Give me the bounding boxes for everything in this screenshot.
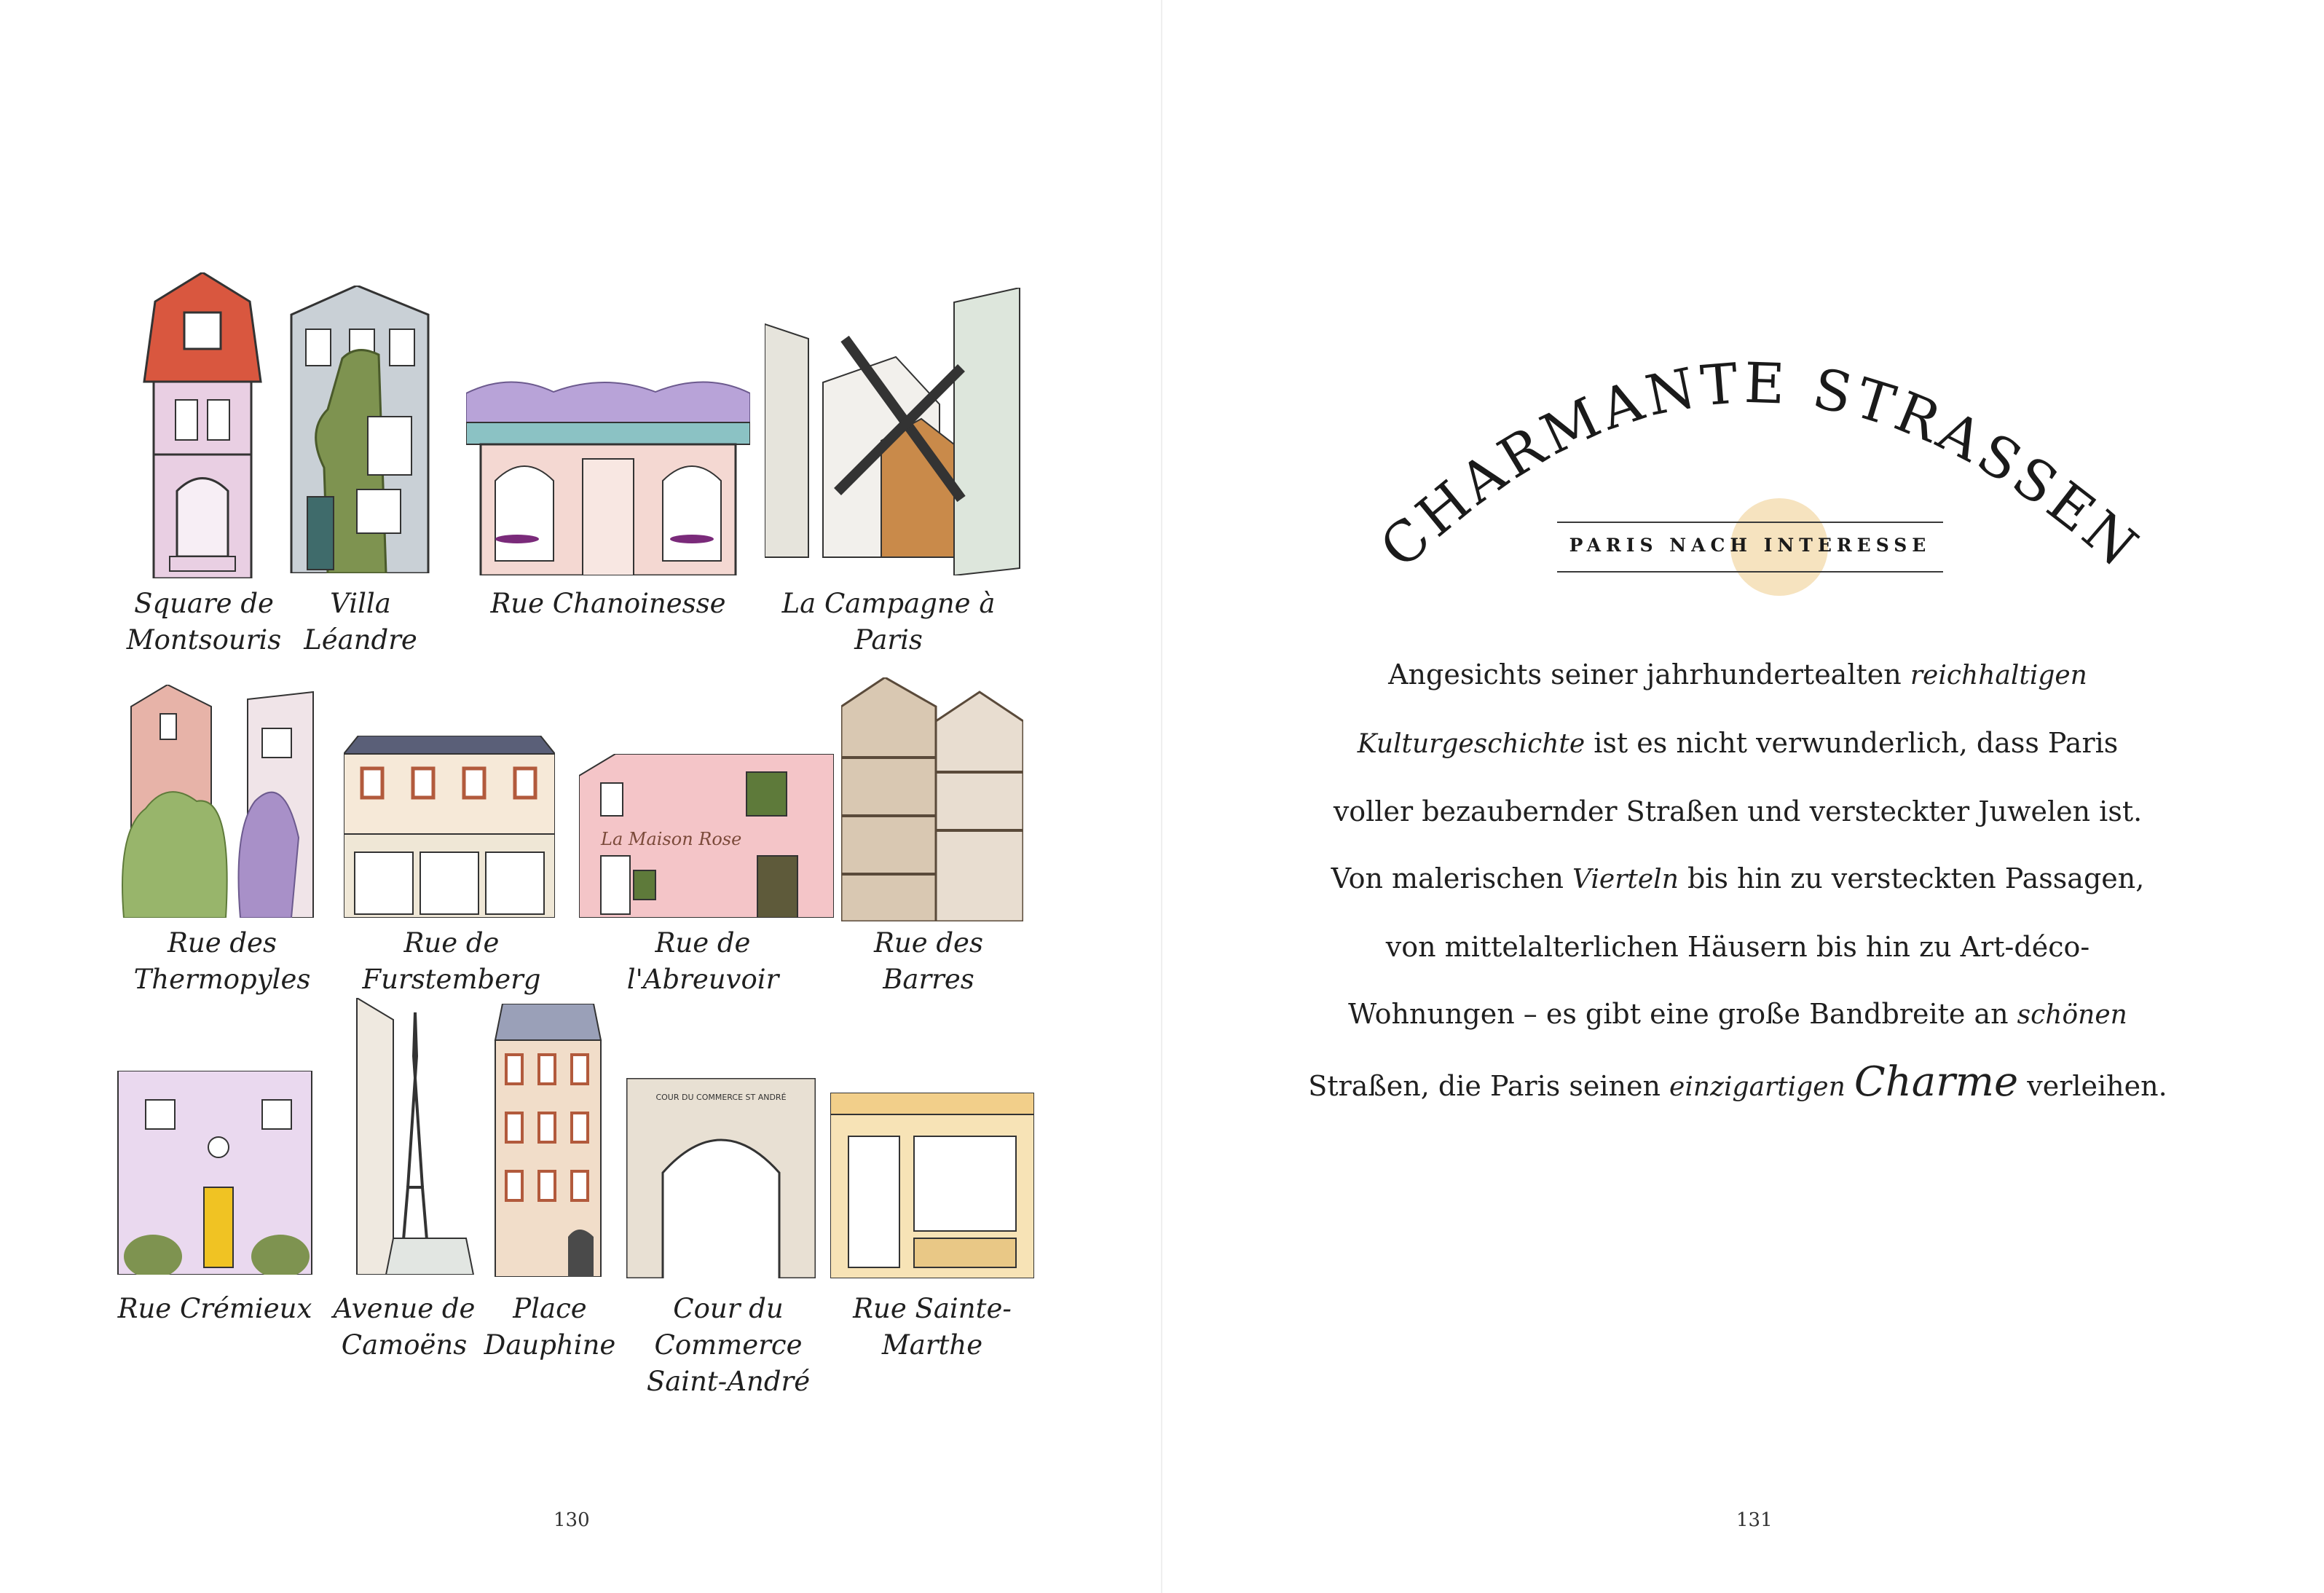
avenue-de-camoens-illustration <box>350 998 481 1275</box>
street-caption: Rue Crémieux <box>117 1293 312 1324</box>
street-caption: Villa Léandre <box>304 588 417 656</box>
arch-sign: COUR DU COMMERCE ST ANDRÉ <box>655 1093 787 1102</box>
subtitle-rule-bottom <box>1557 571 1943 573</box>
rue-sainte-marthe-illustration <box>830 1093 1034 1278</box>
rue-de-labreuvoir-illustration <box>579 754 834 918</box>
right-page <box>1162 0 2324 1593</box>
title-arc <box>1162 0 2324 728</box>
street-caption: Rue de l'Abreuvoir <box>626 927 779 995</box>
intro-paragraph: Angesichts seiner jahrhundertealten reichhaltigen Kulturgeschichte ist es nicht verwunderlich, dass Paris voller bezaubernder Straßen und versteckter Juwelen ist. Von malerischen Vierteln bis hin zu versteckten Passagen, von mittelalterlichen Häusern bis hin zu Art-déco- Wohnungen – es gibt eine große Bandbreite an schönen Straßen, die Paris seinen einzigartigen Charme verleihen. <box>1308 658 2167 1106</box>
rue-de-furstemberg-illustration <box>344 736 555 918</box>
page-number-right: 131 <box>1736 1509 1773 1531</box>
cour-du-commerce-arch-illustration <box>626 1078 816 1278</box>
la-campagne-windmill-illustration <box>765 288 1023 575</box>
place-dauphine-illustration <box>492 1004 604 1277</box>
page-number-left: 130 <box>554 1509 590 1531</box>
street-caption: Place Dauphine <box>484 1293 616 1361</box>
street-caption: Cour du Commerce Saint-André <box>646 1293 811 1397</box>
page-title: CHARMANTE STRASSEN <box>1367 350 2153 582</box>
rue-cremieux-illustration <box>109 1071 320 1275</box>
street-caption: Rue Sainte- Marthe <box>853 1293 1012 1361</box>
villa-leandre-illustration <box>284 286 436 573</box>
street-caption: Rue de Furstemberg <box>362 927 541 995</box>
street-caption: Rue des Barres <box>874 927 983 995</box>
street-caption: Square de Montsouris <box>126 588 282 656</box>
rue-des-barres-illustration <box>841 677 1023 921</box>
subtitle-rule-top <box>1557 522 1943 523</box>
rue-chanoinesse-cafe-illustration <box>466 379 750 575</box>
subtitle-block <box>1557 522 1943 573</box>
subtitle: PARIS NACH INTERESSE <box>1569 535 1931 556</box>
square-de-montsouris-illustration <box>133 272 272 578</box>
maison-rose-sign: La Maison Rose <box>601 829 742 849</box>
street-caption: Rue des Thermopyles <box>133 927 311 995</box>
street-caption: Avenue de Camoëns <box>333 1293 476 1361</box>
street-caption: Rue Chanoinesse <box>490 588 726 619</box>
street-caption: La Campagne à Paris <box>781 588 996 656</box>
rue-des-thermopyles-illustration <box>117 685 324 918</box>
